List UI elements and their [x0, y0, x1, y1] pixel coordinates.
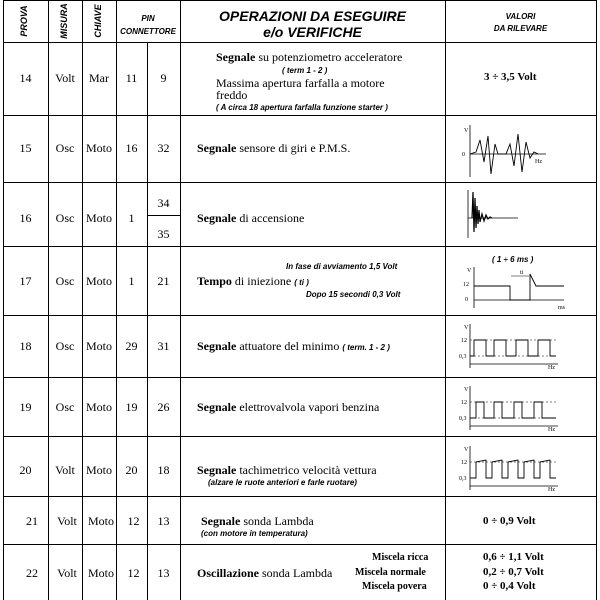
prova-number: 20: [19, 463, 32, 477]
pin-1: 19: [125, 400, 138, 414]
graph-twelve-label: 12: [461, 338, 467, 344]
chiave-value: Moto: [87, 514, 114, 528]
misura-value: Osc: [55, 141, 75, 155]
graph-twelve-label: 12: [461, 460, 467, 466]
expected-value: 0 ÷ 0,9 Volt: [483, 515, 536, 527]
graph-zero-label: 0: [462, 152, 465, 158]
prova-number: 21: [26, 514, 38, 528]
operation-desc: di iniezione: [231, 274, 292, 288]
operation-bold: Tempo: [197, 274, 232, 288]
chiave-value: Moto: [87, 566, 114, 580]
expected-value-rich: 0,6 ÷ 1,1 Volt: [483, 551, 544, 563]
operation-desc: sensore di giri e P.M.S.: [236, 141, 351, 155]
pin-1: 16: [125, 141, 138, 155]
graph-zero-label: 0: [465, 297, 468, 303]
pin-2: 13: [157, 566, 170, 580]
pin-2: 32: [157, 141, 170, 155]
operation-bold: Segnale: [197, 400, 237, 414]
operation-desc: attuatore del minimo: [236, 339, 340, 353]
operation-bold: Oscillazione: [197, 566, 259, 580]
pin-2: 21: [157, 274, 170, 288]
border-left: [3, 0, 4, 600]
col-divider: [180, 0, 181, 600]
operation-note: ( term 1 - 2 ): [282, 66, 328, 75]
prova-number: 18: [19, 339, 32, 353]
operation-desc: di accensione: [236, 211, 305, 225]
pin-2: 18: [157, 463, 170, 477]
operation-extra: freddo: [216, 88, 248, 102]
expected-value: 3 ÷ 3,5 Volt: [484, 71, 537, 83]
col-divider: [82, 0, 83, 600]
injection-waveform: [460, 264, 570, 312]
misura-value: Osc: [55, 274, 75, 288]
pin-1: 12: [127, 566, 140, 580]
misura-value: Osc: [55, 339, 75, 353]
expected-value-normal: 0,2 ÷ 0,7 Volt: [483, 566, 544, 578]
operation-desc: sonda Lambda: [240, 514, 314, 528]
operation-text: [197, 566, 332, 581]
graph-hz-label: Hz: [548, 365, 555, 371]
pin-1: 1: [128, 274, 135, 288]
row-divider: [3, 544, 597, 545]
operation-desc: su potenziometro acceleratore: [255, 50, 403, 64]
expected-value: ( 1 ÷ 6 ms ): [492, 255, 534, 264]
operation-bold: Segnale: [216, 50, 256, 64]
header-da-rilevare: DA RILEVARE: [493, 24, 548, 33]
pin-2-lower: 35: [157, 227, 170, 241]
graph-ms-label: ms: [558, 305, 566, 311]
operation-text: [197, 274, 309, 289]
operation-text: [197, 141, 350, 156]
graph-twelve-label: 12: [461, 400, 467, 406]
operation-note: ( ti ): [294, 278, 309, 287]
operation-text: [216, 50, 402, 65]
operation-desc: tachimetrico velocità vettura: [236, 463, 377, 477]
chiave-value: Moto: [85, 141, 112, 155]
chiave-value: Moto: [85, 339, 112, 353]
header-pin: PIN: [141, 14, 155, 23]
operation-bold: Segnale: [201, 514, 241, 528]
col-divider: [48, 0, 49, 600]
graph-low-label: 0,3: [459, 476, 467, 482]
prova-number: 14: [19, 71, 32, 85]
row-divider: [3, 436, 597, 437]
header-verifiche: e/o VERIFICHE: [263, 24, 362, 40]
operation-desc: sonda Lambda: [259, 566, 333, 580]
pin-2: 26: [157, 400, 170, 414]
misura-value: Volt: [55, 463, 75, 477]
operation-desc: elettrovalvola vapori benzina: [236, 400, 380, 414]
chiave-value: Moto: [85, 400, 112, 414]
operation-note: In fase di avviamento 1,5 Volt: [286, 262, 398, 271]
row-divider: [3, 496, 597, 497]
graph-v-label: V: [464, 387, 469, 393]
row-divider: [3, 377, 597, 378]
operation-text: [197, 400, 379, 415]
operation-extra: Massima apertura farfalla a motore: [216, 76, 385, 90]
prova-number: 22: [26, 566, 38, 580]
chiave-value: Moto: [85, 463, 112, 477]
mixture-label-normal: Miscela normale: [355, 567, 426, 578]
col-divider: [445, 0, 446, 600]
graph-hz-label: Hz: [535, 159, 542, 165]
chiave-value: Moto: [85, 274, 112, 288]
operation-text: [197, 211, 304, 226]
prova-number: 16: [19, 211, 32, 225]
pin-1: 11: [125, 71, 138, 85]
ignition-waveform: [462, 188, 522, 240]
graph-hz-label: Hz: [548, 427, 555, 433]
graph-v-label: V: [464, 447, 469, 453]
operation-bold: Segnale: [197, 141, 237, 155]
pin-1: 12: [127, 514, 140, 528]
operation-note: ( A circa 18 apertura farfalla funzione starter ): [216, 103, 388, 112]
expected-value-lean: 0 ÷ 0,4 Volt: [483, 580, 536, 592]
misura-value: Volt: [57, 514, 77, 528]
row-divider: [3, 246, 597, 247]
operation-bold: Segnale: [197, 211, 237, 225]
row-divider: [3, 115, 597, 116]
graph-v-label: V: [464, 128, 469, 134]
header-misura: MISURA: [59, 3, 69, 39]
operation-bold: Segnale: [197, 339, 237, 353]
graph-hz-label: Hz: [548, 487, 555, 493]
operation-text: [197, 339, 390, 354]
prova-number: 15: [19, 141, 32, 155]
row-divider: [3, 182, 597, 183]
graph-low-label: 0,3: [459, 416, 467, 422]
header-operazioni: OPERAZIONI DA ESEGUIRE: [219, 8, 406, 24]
pin-2: 13: [157, 514, 170, 528]
operation-text: [201, 514, 314, 529]
header-chiave: CHIAVE: [93, 4, 103, 38]
pin-2-upper: 34: [157, 196, 170, 210]
graph-ti-label: ti: [520, 270, 524, 276]
prova-number: 19: [19, 400, 32, 414]
graph-v-label: V: [464, 325, 469, 331]
header-prova: PROVA: [19, 5, 29, 37]
prova-number: 17: [19, 274, 32, 288]
mixture-label-rich: Miscela ricca: [372, 552, 429, 563]
operation-note: ( term. 1 - 2 ): [342, 343, 390, 352]
mixture-label-lean: Miscela povera: [362, 581, 427, 592]
operation-note: (alzare le ruote anteriori e farle ruotare): [208, 478, 357, 487]
operation-note: (con motore in temperatura): [201, 529, 308, 538]
misura-value: Volt: [55, 71, 75, 85]
pin-1: 20: [125, 463, 138, 477]
misura-value: Osc: [55, 400, 75, 414]
canister-valve-waveform: [458, 382, 568, 434]
col-divider: [116, 0, 117, 600]
chiave-value: Moto: [85, 211, 112, 225]
pin-2: 9: [160, 71, 167, 85]
operation-text: [197, 463, 377, 478]
header-valori: VALORI: [505, 12, 536, 21]
graph-v-label: V: [467, 268, 472, 274]
row-divider: [3, 315, 597, 316]
misura-value: Volt: [57, 566, 77, 580]
graph-twelve-label: 12: [463, 282, 469, 288]
operation-bold: Segnale: [197, 463, 237, 477]
chiave-value: Mar: [89, 71, 109, 85]
pin-split-line: [147, 215, 180, 216]
border-right: [596, 0, 597, 600]
pin-2: 31: [157, 339, 170, 353]
operation-note: Dopo 15 secondi 0,3 Volt: [306, 290, 401, 299]
speed-signal-waveform: [458, 442, 568, 494]
header-connettore: CONNETTORE: [120, 27, 176, 36]
misura-value: Osc: [55, 211, 75, 225]
pin-1: 1: [128, 211, 135, 225]
rpm-sensor-waveform: [458, 122, 550, 180]
pin-1: 29: [125, 339, 138, 353]
graph-low-label: 0,3: [459, 354, 467, 360]
idle-actuator-waveform: [458, 320, 568, 372]
